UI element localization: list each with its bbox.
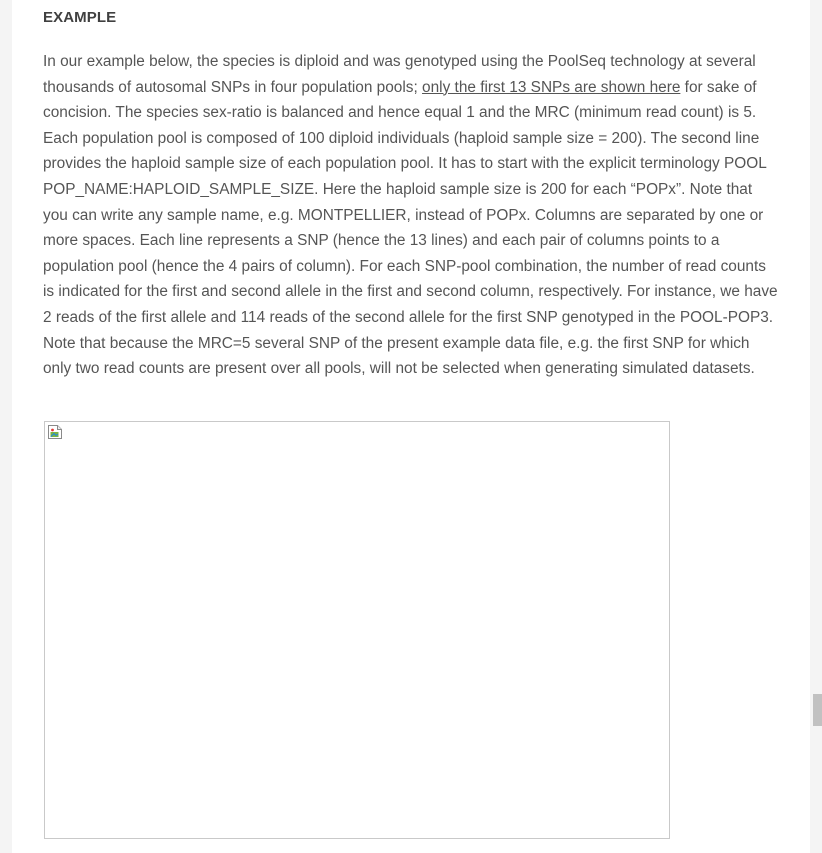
example-paragraph (43, 49, 780, 382)
paragraph-text-body: for sake of concision. The species sex-ratio is balanced and hence equal 1 and the MRC (minimum read count) is 5. Each population pool is composed of 100 diploid individuals (haploid sample size = 200). The second line provides the haploid sample size of each population pool. It has to start with the explicit terminology POOL POP_NAME:HAPLOID_SAMPLE_SIZE. Here the haploid sample size is 200 for each “POPx”. Note that you can write any sample name, e.g. MONTPELLIER, instead of POPx. Columns are separated by one or more spaces. Each line represents a SNP (hence the 13 lines) and each pair of columns points to a population pool (hence the 4 pairs of column). For each SNP-pool combination, the number of read counts is indicated for the first and second allele in the first and second column, respectively. For instance, we have 2 reads of the first allele and 114 reads of the second allele for the first SNP genotyped in the POOL-POP3. Note that because the MRC=5 several SNP of the present example data file, e.g. the first SNP for which only two read counts are present over all pools, will not be selected when generating simulated datasets. (43, 78, 778, 378)
main-content (12, 0, 810, 853)
section-title: EXAMPLE (43, 9, 117, 26)
first-13-snps-link[interactable]: only the first 13 SNPs are shown here (422, 78, 681, 96)
scrollbar-thumb[interactable] (813, 694, 822, 726)
paragraph-text-intro: In our example below, the species is diploid and was genotyped using the PoolSeq technology at several thousands of autosomal SNPs in four population pools; (43, 53, 756, 96)
broken-image-icon (47, 424, 63, 440)
example-data-image (44, 421, 670, 839)
scrollbar[interactable] (810, 0, 822, 853)
